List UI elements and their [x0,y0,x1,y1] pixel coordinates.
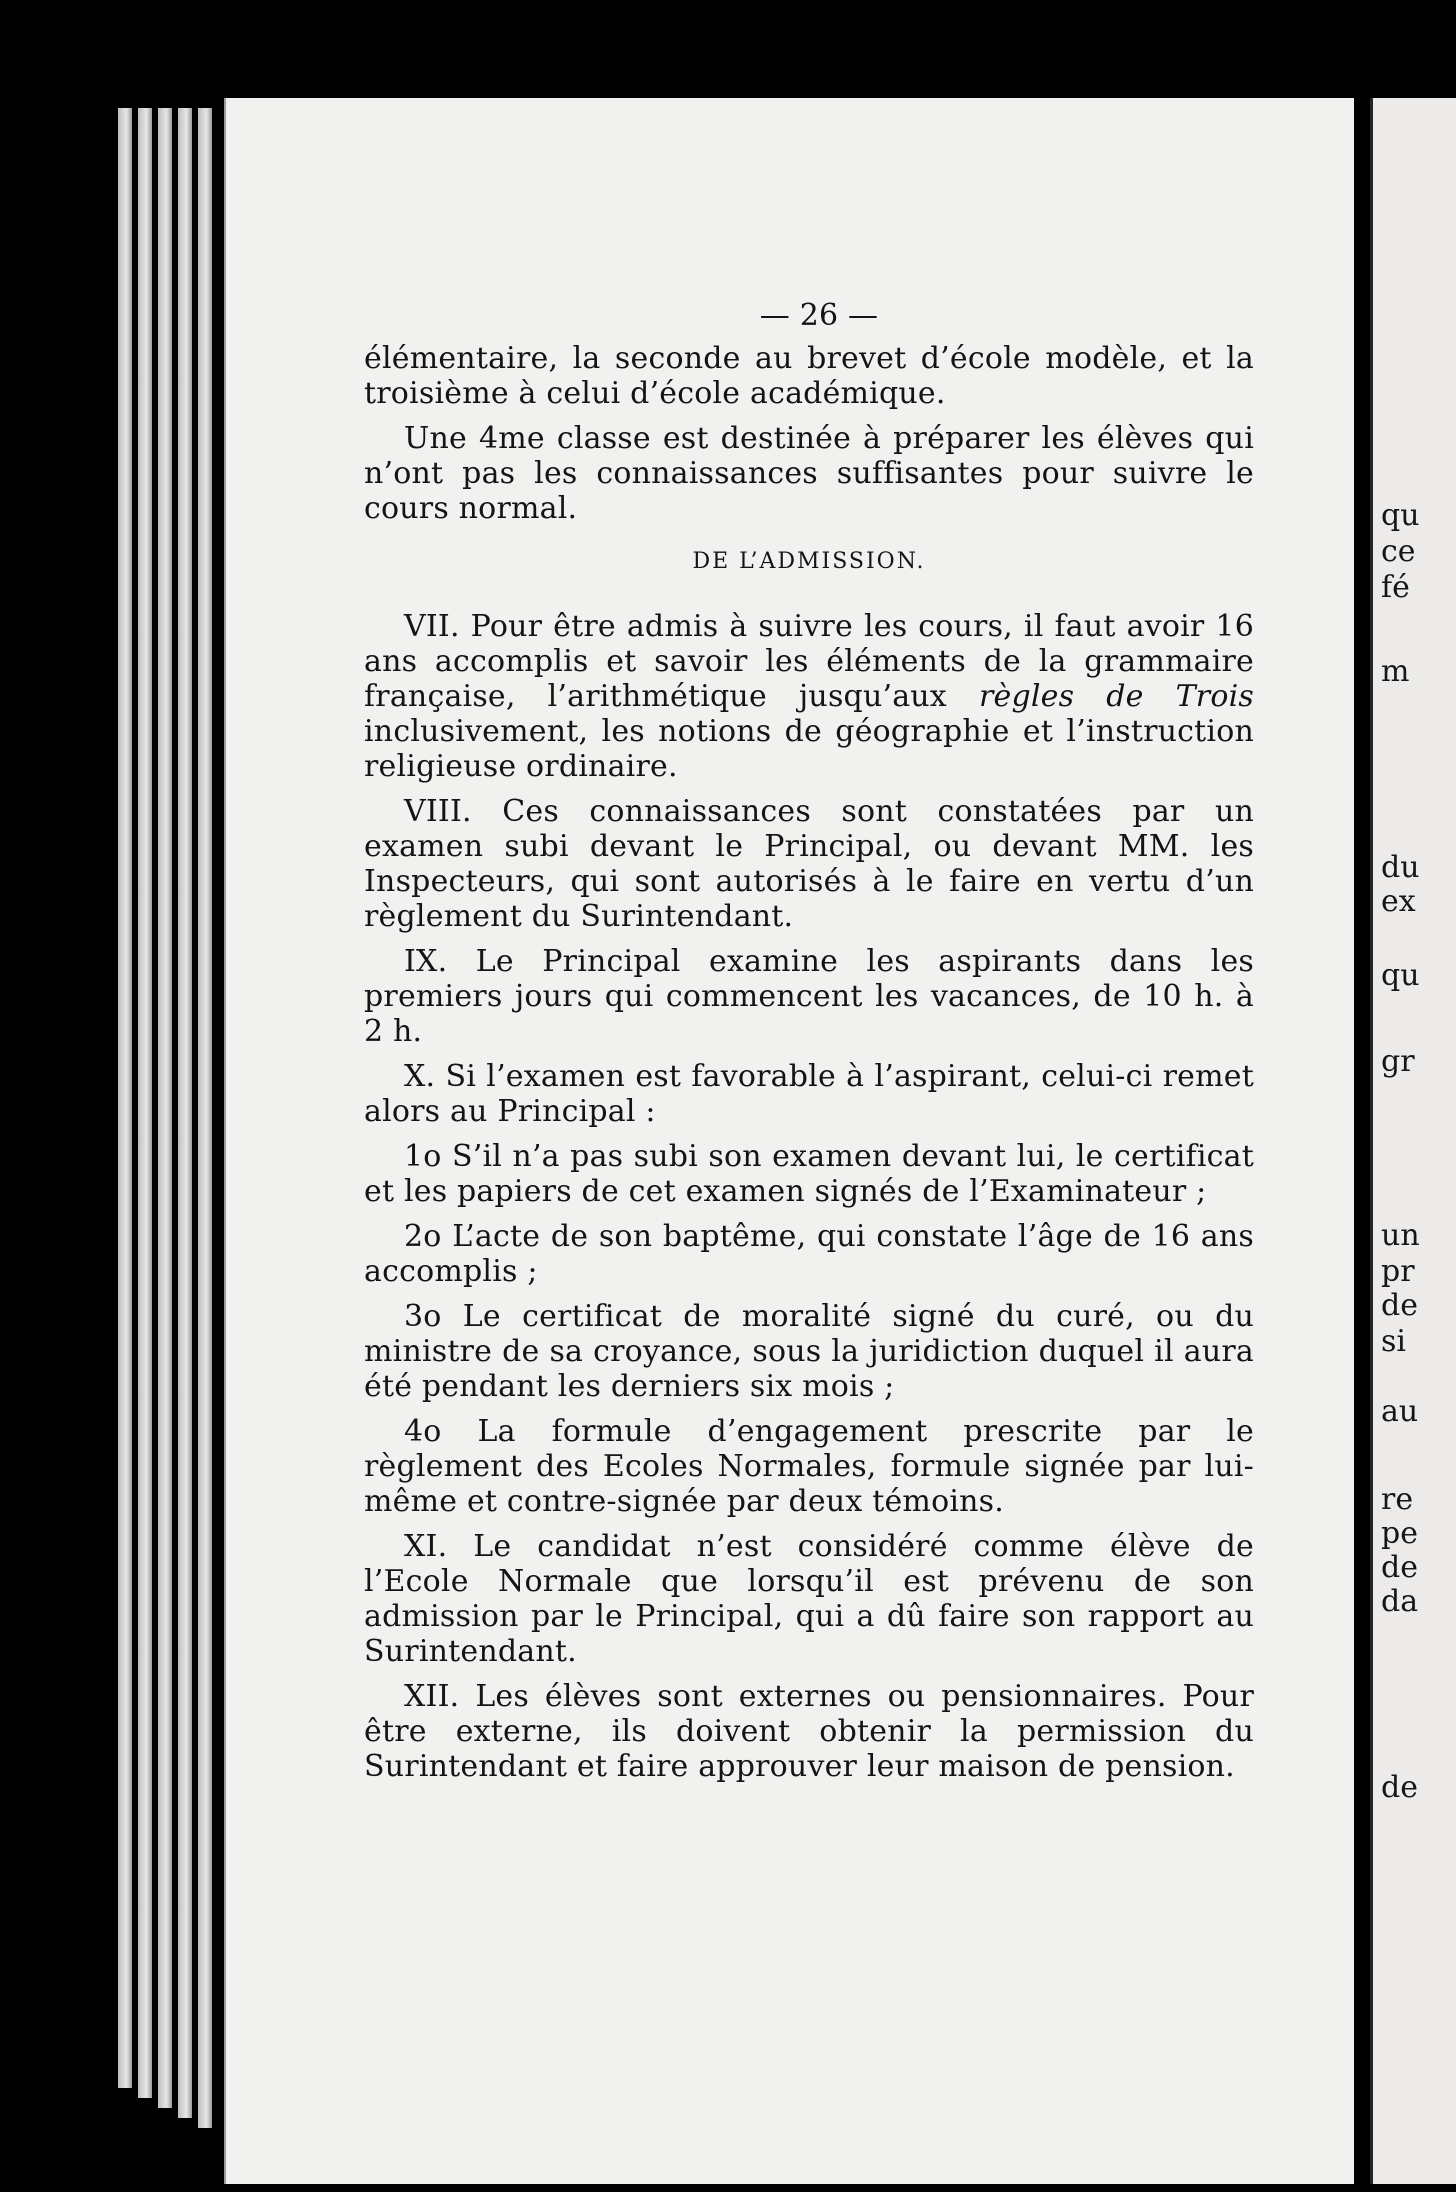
page-stack-edge [198,108,212,2128]
adjacent-page-fragment: si [1381,1324,1406,1359]
adjacent-page-fragment: m [1381,654,1410,689]
article-x-item: 1o S’il n’a pas subi son examen devant lui, le certificat et les papiers de cet examen signés de l’Examinateur ; [364,1139,1254,1209]
book-page [224,98,1354,2184]
article-xii: XII. Les élèves sont externes ou pensionnaires. Pour être externe, ils doivent obtenir la permission du Surintendant et faire approuver leur maison de pension. [364,1679,1254,1784]
page-body [364,298,1254,1794]
article-vii-emphasis: règles de Trois [978,679,1254,714]
article-ix: IX. Le Principal examine les aspirants dans les premiers jours qui commencent les vacances, de 10 h. à 2 h. [364,944,1254,1049]
continuation-paragraph: élémentaire, la seconde au brevet d’école modèle, et la troisième à celui d’école académique. [364,341,1254,411]
adjacent-page-fragment: qu [1381,498,1420,533]
page-number: — 26 — [759,298,879,333]
article-xi: XI. Le candidat n’est considéré comme élève de l’Ecole Normale que lorsqu’il est prévenu de son admission par le Principal, qui a dû faire son rapport au Surintendant. [364,1529,1254,1669]
section-heading: DE L’ADMISSION. [692,549,926,574]
adjacent-page-fragment: un [1381,1218,1420,1253]
adjacent-page-fragment: ce [1381,534,1416,569]
adjacent-page-edge [1370,98,1456,2184]
article-vii-text-end: inclusivement, les notions de géographie et l’instruction religieuse ordinaire. [364,714,1254,784]
page-stack-edge [138,108,152,2098]
adjacent-page-fragment: de [1381,1770,1418,1805]
article-vii [364,609,1254,784]
adjacent-page-fragment: da [1381,1584,1419,1619]
adjacent-page-fragment: de [1381,1550,1418,1585]
adjacent-page-fragment: pe [1381,1516,1418,1551]
adjacent-page-fragment: au [1381,1394,1419,1429]
adjacent-page-fragment: de [1381,1288,1418,1323]
article-x-item: 4o La formule d’engagement prescrite par le règlement des Ecoles Normales, formule signée par lui-même et contre-signée par deux témoins. [364,1414,1254,1519]
article-x-item: 2o L’acte de son baptême, qui constate l’âge de 16 ans accomplis ; [364,1219,1254,1289]
page-stack-edge [178,108,192,2118]
fourth-class-paragraph: Une 4me classe est destinée à préparer les élèves qui n’ont pas les connaissances suffisantes pour suivre le cours normal. [364,421,1254,526]
page-stack-edge [118,108,132,2088]
article-x: X. Si l’examen est favorable à l’aspirant, celui-ci remet alors au Principal : [364,1059,1254,1129]
article-vii-text: VII. Pour être admis à suivre les cours, il faut avoir 16 ans accomplis et savoir les éléments de la grammaire française, l’arithmétique jusqu’aux [364,609,1254,714]
adjacent-page-fragment: re [1381,1482,1414,1517]
adjacent-page-fragment: pr [1381,1254,1415,1289]
adjacent-page-fragment: qu [1381,958,1420,993]
adjacent-page-fragment: fé [1381,570,1410,605]
page-stack-edge [158,108,172,2108]
adjacent-page-fragment: ex [1381,884,1416,919]
article-viii: VIII. Ces connaissances sont constatées par un examen subi devant le Principal, ou devant MM. les Inspecteurs, qui sont autorisés à le faire en vertu d’un règlement du Surintendant. [364,794,1254,934]
adjacent-page-fragment: du [1381,850,1420,885]
article-x-item: 3o Le certificat de moralité signé du curé, ou du ministre de sa croyance, sous la juridiction duquel il aura été pendant les derniers six mois ; [364,1299,1254,1404]
adjacent-page-fragment: gr [1381,1044,1415,1079]
